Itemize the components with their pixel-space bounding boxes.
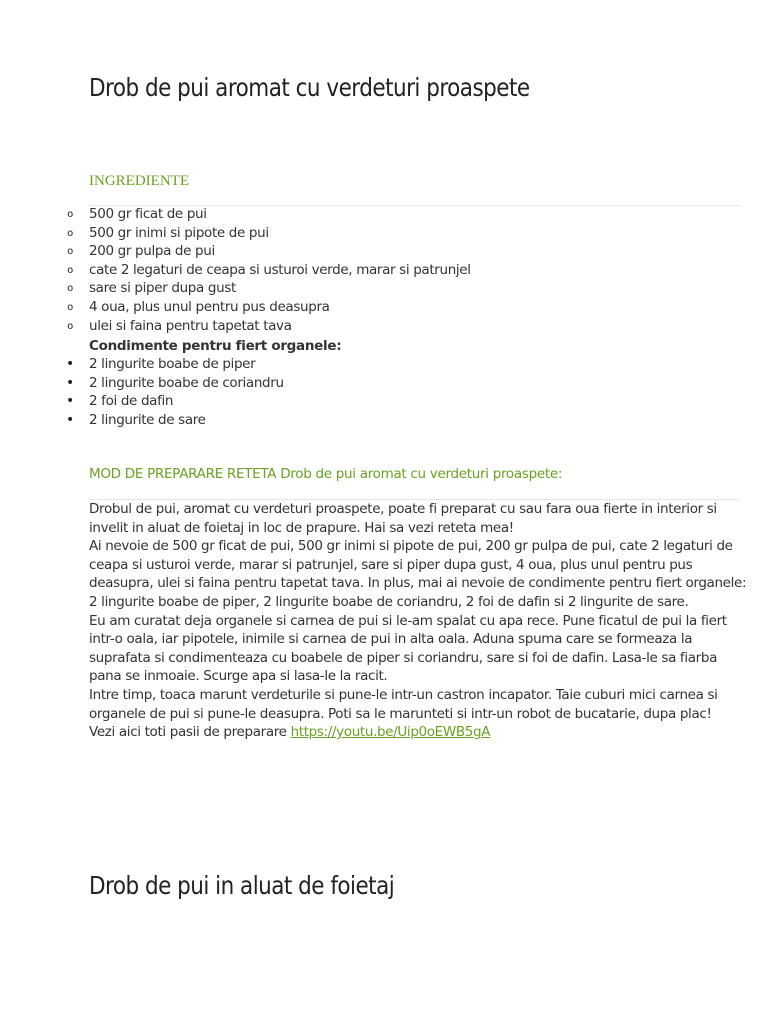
ingredient-text: 500 gr inimi si pipote de pui	[89, 224, 269, 241]
preparation-text	[89, 500, 749, 742]
ingredient-text: 200 gr pulpa de pui	[89, 243, 215, 260]
ingredient-text: 500 gr ficat de pui	[89, 206, 207, 222]
condiment-text: 2 lingurite de sare	[89, 411, 206, 428]
condiments-heading: Condimente pentru fiert organele:	[89, 338, 342, 354]
bullet-disc-icon: •	[66, 374, 74, 391]
second-recipe-title: Drob de pui in aluat de foietaj	[89, 871, 395, 900]
preparation-paragraph: Eu am curatat deja organele si carnea de pui si le-am spalat cu apa rece. Pune ficatul de pui la fiert intr-o oala, iar pipotele, inimile si carnea de pui in alta oala. Aduna spuma care se formeaza la suprafata si condimenteaza cu boabele de piper si coriandru, sare si foi de dafin. Lasa-le sa fiarba pana se inmoaie. Scurge apa si lasa-le la racit.	[89, 612, 727, 685]
bullet-disc-icon: •	[66, 411, 74, 428]
ingredient-item	[0, 298, 471, 317]
ingredient-item	[0, 205, 471, 224]
preparation-heading: MOD DE PREPARARE RETETA Drob de pui aromat cu verdeturi proaspete:	[89, 466, 563, 482]
ingredient-text: cate 2 legaturi de ceapa si usturoi verde, marar si patrunjel	[89, 261, 471, 278]
ingredient-text: 4 oua, plus unul pentru pus deasupra	[89, 298, 330, 315]
condiments-list	[0, 355, 284, 429]
ingredient-item	[0, 224, 471, 243]
circle-outline-icon: o	[67, 246, 73, 258]
condiment-item	[0, 411, 284, 430]
preparation-paragraph: Intre timp, toaca marunt verdeturile si pune-le intr-un castron incapator. Taie cuburi mici carnea si organele de pui si pune-le deasupra. Poti sa le marunteti si intr-un robot de bucatarie, dupa plac!	[89, 686, 718, 722]
video-prefix: Vezi aici toti pasii de preparare	[89, 724, 291, 741]
ingredients-heading: INGREDIENTE	[89, 173, 189, 189]
ingredient-text: sare si piper dupa gust	[89, 280, 236, 297]
ingredient-item	[0, 261, 471, 280]
ingredient-item	[0, 317, 471, 336]
preparation-paragraph: Ai nevoie de 500 gr ficat de pui, 500 gr inimi si pipote de pui, 200 gr pulpa de pui, cate 2 legaturi de ceapa si usturoi verde, marar si patrunjel, sare si piper dupa gust, 4 oua, plus unul pentru pus deasupra, ulei si faina pentru tapetat tava. In plus, mai ai nevoie de condimente pentru fiert organele: 2 lingurite boabe de piper, 2 lingurite boabe de coriandru, 2 foi de dafin si 2 lingurite de sare.	[89, 538, 747, 610]
circle-outline-icon: o	[67, 227, 73, 239]
video-line	[89, 723, 749, 742]
ingredient-item	[0, 279, 471, 298]
circle-outline-icon: o	[67, 301, 73, 313]
condiment-text: 2 lingurite boabe de coriandru	[89, 374, 284, 391]
circle-outline-icon: o	[67, 209, 73, 220]
recipe-title: Drob de pui aromat cu verdeturi proaspete	[89, 73, 530, 102]
condiment-item	[0, 392, 284, 411]
bullet-disc-icon: •	[66, 393, 74, 410]
ingredients-list	[0, 205, 471, 335]
ingredient-text: ulei si faina pentru tapetat tava	[89, 317, 292, 334]
condiment-text: 2 foi de dafin	[89, 393, 174, 410]
condiment-item	[0, 374, 284, 393]
preparation-paragraph: Drobul de pui, aromat cu verdeturi proaspete, poate fi preparat cu sau fara oua fierte in interior si invelit in aluat de foietaj in loc de prapure. Hai sa vezi reteta mea!	[89, 501, 717, 536]
circle-outline-icon: o	[67, 264, 73, 276]
circle-outline-icon: o	[67, 320, 73, 332]
circle-outline-icon: o	[67, 283, 73, 295]
condiment-item	[0, 355, 284, 374]
ingredient-item	[0, 242, 471, 261]
bullet-disc-icon: •	[66, 356, 74, 372]
condiment-text: 2 lingurite boabe de piper	[89, 356, 256, 372]
video-link[interactable]: https://youtu.be/Uip0oEWB5gA	[290, 724, 491, 741]
